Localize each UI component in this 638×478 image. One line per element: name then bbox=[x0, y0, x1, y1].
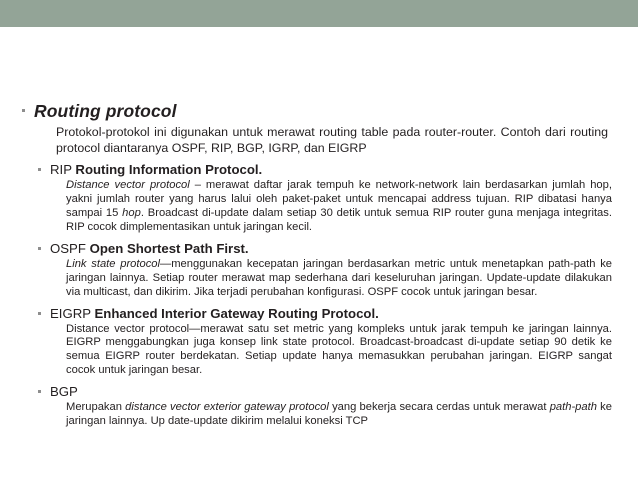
ospf-body-lead: Link state protocol bbox=[66, 257, 161, 270]
bullet-icon bbox=[22, 109, 25, 112]
bullet-icon bbox=[38, 312, 41, 315]
rip-body-part1: – merawat daftar jarak tempuh ke network-network lain berdasarkan jumlah hop, yakni jumlah router yang harus lalui oleh paket-paket untuk mencapai address tujuan. RIP dibatasi hanya sampai bbox=[66, 179, 612, 219]
bgp-body-pathpath: path-path bbox=[549, 401, 597, 414]
rip-heading bbox=[50, 161, 614, 178]
rip-acronym: RIP bbox=[50, 162, 72, 178]
eigrp-acronym: EIGRP bbox=[50, 305, 91, 321]
slide-content bbox=[0, 100, 638, 429]
rip-body-hop-unit: hop bbox=[122, 207, 141, 219]
bullet-icon bbox=[38, 168, 41, 171]
bgp-body-part1: Merupakan bbox=[66, 401, 126, 414]
decorative-top-band bbox=[0, 0, 638, 27]
section-bgp bbox=[0, 383, 638, 429]
ospf-heading bbox=[50, 240, 614, 257]
bgp-heading bbox=[50, 383, 614, 400]
eigrp-heading bbox=[50, 305, 614, 322]
bullet-icon bbox=[38, 390, 41, 393]
page-title: Routing protocol bbox=[34, 101, 177, 121]
eigrp-body-part1: Distance vector protocol—merawat satu set metric yang kompleks untuk jarak tempuh ke jaringan lainnya. EIGRP menggabungkan juga konsep link state protocol. Broadcast-broadcast di-update setiap 90 detik ke semua EIGRP router berdekatan. Setiap update hanya memasukkan perubahan jaringan. EIGRP sangat cocok untuk jaringan besar. bbox=[66, 322, 612, 377]
ospf-expansion: Open Shortest Path First. bbox=[89, 240, 249, 256]
bgp-body-part3: ke jaringan lainnya. Up date-update dikirim melalui koneksi TCP bbox=[66, 401, 612, 428]
bgp-body-lead: distance vector exterior gateway protocol bbox=[125, 401, 329, 414]
rip-body-hopcount: 15 bbox=[105, 207, 123, 219]
bgp-body-part2: yang bekerja secara cerdas untuk merawat bbox=[328, 401, 550, 414]
section-ospf bbox=[0, 240, 638, 300]
section-rip bbox=[0, 161, 638, 235]
rip-body-lead: Distance vector protocol bbox=[66, 179, 190, 192]
bgp-acronym: BGP bbox=[50, 384, 78, 400]
eigrp-body bbox=[66, 323, 614, 379]
ospf-body-part1: —menggunakan kecepatan jaringan berdasarkan metric untuk menetapkan path-path ke jaringan lainnya. Setiap router merawat map sederhana dari keseluruhan jaringan. Update-update dilakukan via multicast, dan dikirim. Jika terjadi perubahan konfigurasi. OSPF cocok untuk jaringan besar. bbox=[66, 257, 613, 298]
bgp-body bbox=[66, 401, 614, 429]
intro-paragraph: Protokol-protokol ini digunakan untuk merawat routing table pada router-router. Contoh dari routing protocol diantaranya OSPF, RIP, BGP, IGRP, dan EIGRP bbox=[56, 125, 608, 155]
eigrp-expansion: Enhanced Interior Gateway Routing Protocol. bbox=[94, 305, 379, 321]
rip-body-part2: . Broadcast di-update dalam setiap 30 detik untuk semua RIP router guna menjaga integritas. RIP cocok dimplementasikan untuk jaringan kecil. bbox=[66, 207, 612, 233]
section-routing-protocol bbox=[0, 100, 638, 156]
section-eigrp bbox=[0, 305, 638, 379]
bullet-icon bbox=[38, 247, 41, 250]
ospf-body bbox=[66, 258, 614, 300]
rip-expansion: Routing Information Protocol. bbox=[75, 162, 263, 178]
ospf-acronym: OSPF bbox=[50, 240, 86, 256]
rip-body bbox=[66, 179, 614, 235]
